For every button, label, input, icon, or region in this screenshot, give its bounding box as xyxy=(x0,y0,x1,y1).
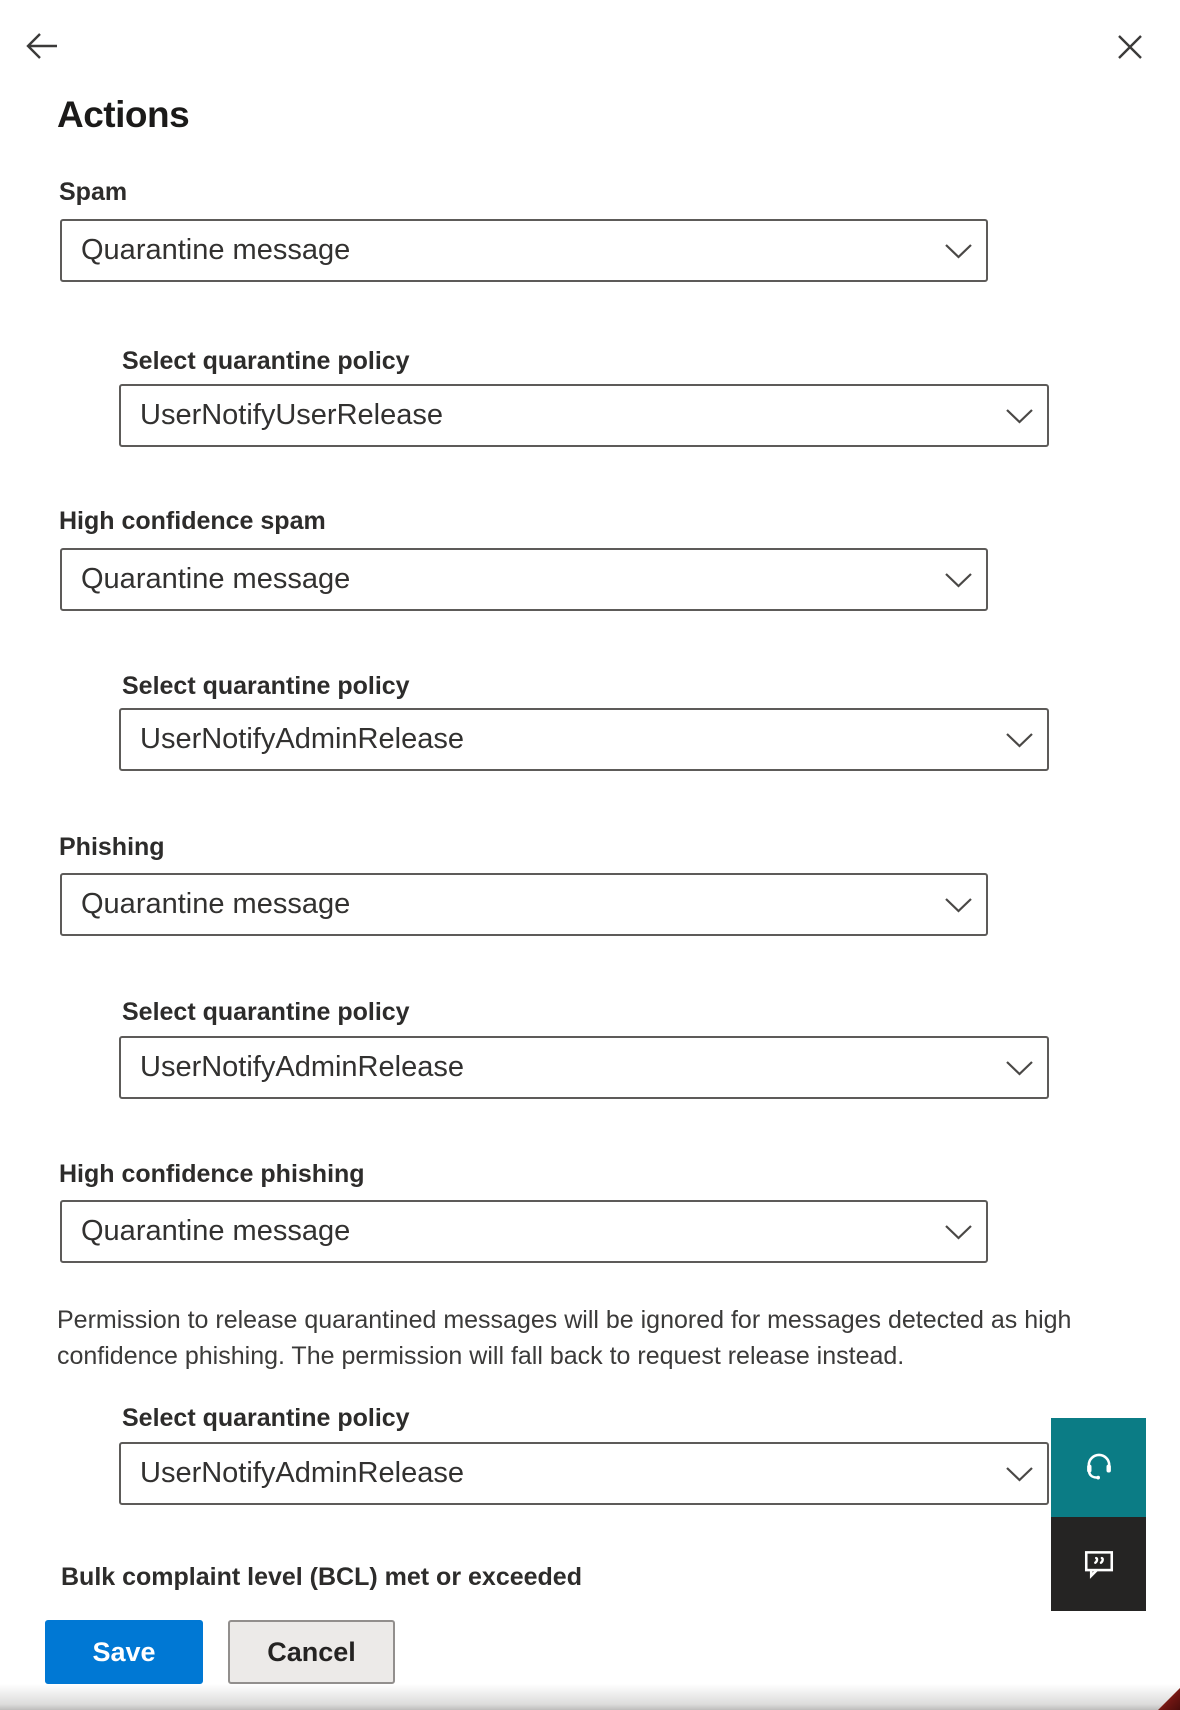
section-label-high-confidence-phishing: High confidence phishing xyxy=(59,1160,365,1188)
dropdown-value: Quarantine message xyxy=(81,234,351,266)
high-confidence-spam-action-dropdown[interactable] xyxy=(60,548,988,611)
chevron-down-icon xyxy=(945,573,972,588)
cancel-button[interactable]: Cancel xyxy=(228,1620,395,1684)
spam-quarantine-policy-dropdown[interactable] xyxy=(119,384,1049,447)
policy-label-high-confidence-spam: Select quarantine policy xyxy=(122,672,410,700)
chat-bubble-icon xyxy=(1082,1546,1116,1583)
phishing-action-dropdown[interactable] xyxy=(60,873,988,936)
help-support-button[interactable] xyxy=(1051,1418,1146,1517)
chevron-down-icon xyxy=(945,1225,972,1240)
section-label-spam: Spam xyxy=(59,178,128,206)
high-confidence-phishing-action-dropdown[interactable] xyxy=(60,1200,988,1263)
chevron-down-icon xyxy=(1006,1467,1033,1482)
save-button[interactable]: Save xyxy=(45,1620,203,1684)
close-button[interactable] xyxy=(1108,26,1152,70)
chevron-down-icon xyxy=(1006,733,1033,748)
dropdown-value: UserNotifyUserRelease xyxy=(140,399,443,431)
page-title: Actions xyxy=(57,94,190,135)
high-confidence-phishing-quarantine-policy-dropdown[interactable] xyxy=(119,1442,1049,1505)
chevron-down-icon xyxy=(1006,409,1033,424)
headset-icon xyxy=(1082,1449,1116,1486)
section-label-bulk-complaint-level: Bulk complaint level (BCL) met or exceeded xyxy=(61,1563,582,1591)
dropdown-value: UserNotifyAdminRelease xyxy=(140,1051,464,1083)
close-icon xyxy=(1116,33,1144,64)
footer-bar xyxy=(0,1592,1180,1710)
dropdown-value: Quarantine message xyxy=(81,563,351,595)
feedback-button[interactable] xyxy=(1051,1517,1146,1611)
chevron-down-icon xyxy=(1006,1061,1033,1076)
section-label-high-confidence-spam: High confidence spam xyxy=(59,507,326,535)
back-button[interactable] xyxy=(20,25,64,69)
dropdown-value: Quarantine message xyxy=(81,888,351,920)
high-confidence-phishing-note: Permission to release quarantined messages will be ignored for messages detected as high confidence phishing. The permission will fall back to request release instead. xyxy=(57,1306,1072,1370)
spam-action-dropdown[interactable] xyxy=(60,219,988,282)
dropdown-value: UserNotifyAdminRelease xyxy=(140,1457,464,1489)
section-label-phishing: Phishing xyxy=(59,833,165,861)
dropdown-value: Quarantine message xyxy=(81,1215,351,1247)
back-arrow-icon xyxy=(25,31,59,64)
policy-label-phishing: Select quarantine policy xyxy=(122,998,410,1026)
policy-label-spam: Select quarantine policy xyxy=(122,347,410,375)
chevron-down-icon xyxy=(945,244,972,259)
high-confidence-spam-quarantine-policy-dropdown[interactable] xyxy=(119,708,1049,771)
dropdown-value: UserNotifyAdminRelease xyxy=(140,723,464,755)
phishing-quarantine-policy-dropdown[interactable] xyxy=(119,1036,1049,1099)
chevron-down-icon xyxy=(945,898,972,913)
policy-label-high-confidence-phishing: Select quarantine policy xyxy=(122,1404,410,1432)
